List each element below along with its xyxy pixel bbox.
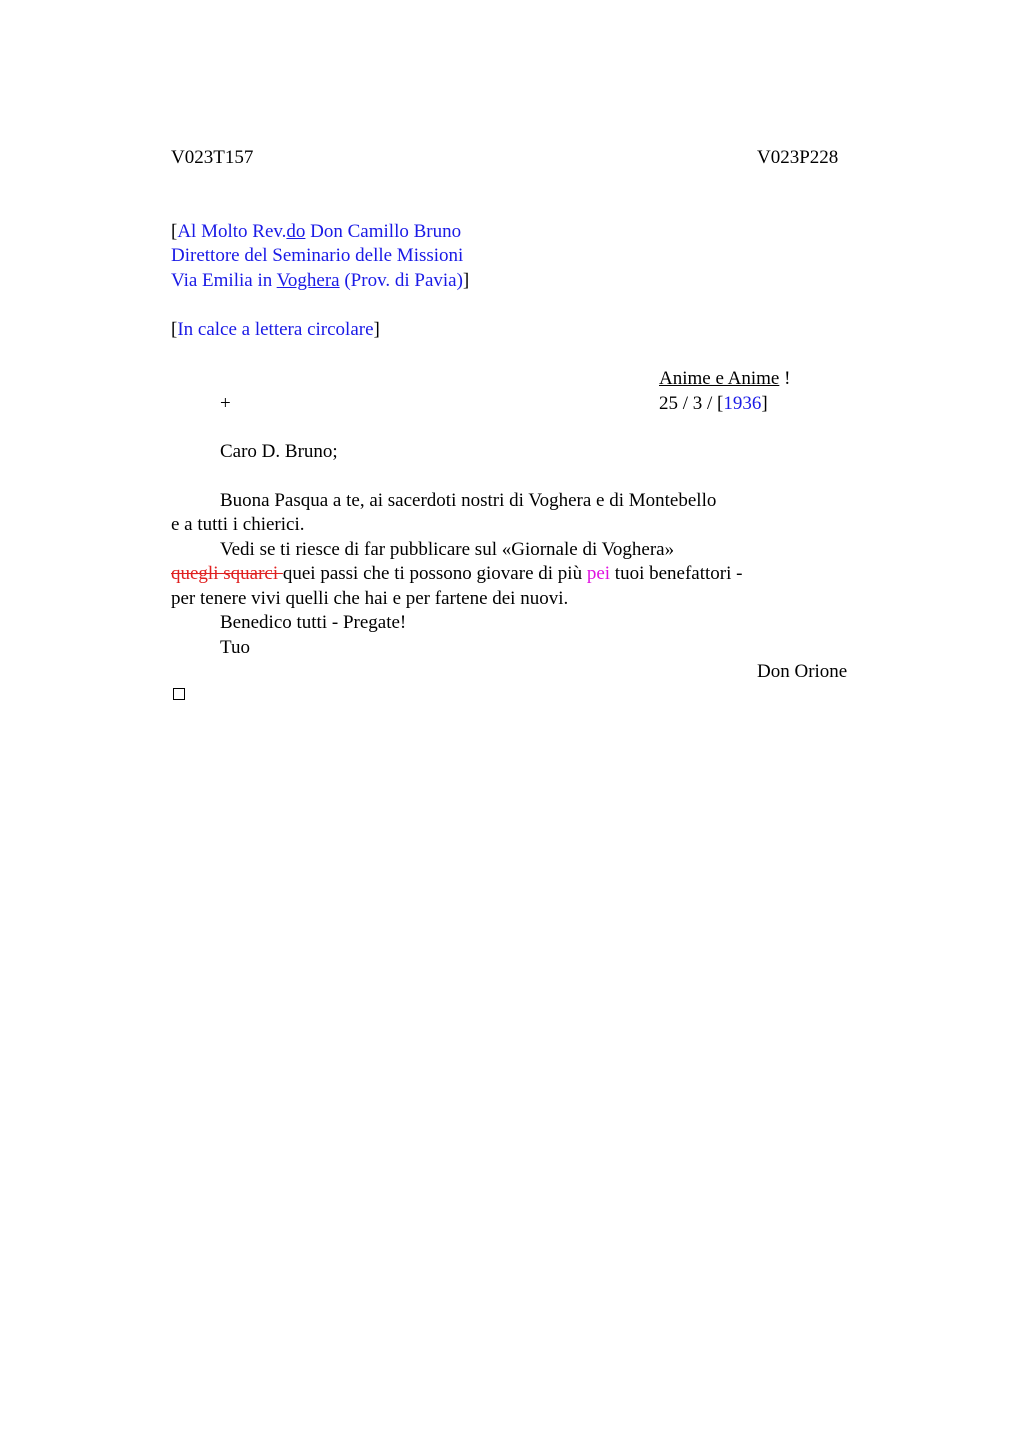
motto-text: Anime e Anime — [659, 368, 780, 389]
address-title: Al Molto Rev. — [177, 221, 287, 242]
signature: Don Orione — [757, 661, 848, 682]
bracket: [ — [171, 319, 178, 340]
address-line-1 — [171, 220, 461, 245]
body-paragraph-1-line-2: e a tutti i chierici. — [171, 514, 305, 535]
letter-date — [659, 392, 768, 417]
editorial-note — [171, 318, 380, 343]
address-abbrev: do — [286, 221, 306, 242]
cross-symbol: + — [220, 393, 231, 414]
motto — [659, 367, 790, 392]
document-code-right: V023P228 — [757, 147, 839, 168]
motto-exclamation: ! — [779, 368, 791, 389]
struck-text: quegli squarci — [171, 563, 283, 584]
inserted-text: pei — [586, 563, 611, 584]
note-text: In calce a lettera circolare — [177, 319, 374, 340]
address-line-3 — [171, 269, 469, 294]
date-year: 1936 — [723, 393, 762, 414]
closing: Tuo — [220, 637, 250, 658]
address-street: Via Emilia in — [171, 270, 277, 291]
bracket: ] — [462, 270, 470, 291]
body-paragraph-2-line-1: Vedi se ti riesce di far pubblicare sul «Giornale di Voghera» — [220, 539, 675, 560]
bracket: ] — [373, 319, 380, 340]
end-marker-square-icon — [173, 688, 185, 700]
bracket: ] — [761, 393, 768, 414]
address-line-2: Direttore del Seminario delle Missioni — [171, 245, 464, 266]
body-paragraph-1-line-1: Buona Pasqua a te, ai sacerdoti nostri di Voghera e di Montebello — [220, 490, 717, 511]
body-paragraph-3: Benedico tutti - Pregate! — [220, 612, 407, 633]
body-text: tuoi benefattori - — [610, 563, 743, 584]
address-province: (Prov. di Pavia) — [339, 270, 463, 291]
document-code-left: V023T157 — [171, 147, 254, 168]
body-paragraph-2-line-3: per tenere vivi quelli che hai e per fartene dei nuovi. — [171, 588, 569, 609]
salutation: Caro D. Bruno; — [220, 441, 338, 462]
body-paragraph-2-line-2 — [171, 562, 742, 587]
bracket: [ — [171, 221, 178, 242]
date-day-month: 25 / 3 / [ — [659, 393, 724, 414]
body-text: quei passi che ti possono giovare di più — [282, 563, 587, 584]
address-city: Voghera — [276, 270, 340, 291]
address-name: Don Camillo Bruno — [305, 221, 462, 242]
